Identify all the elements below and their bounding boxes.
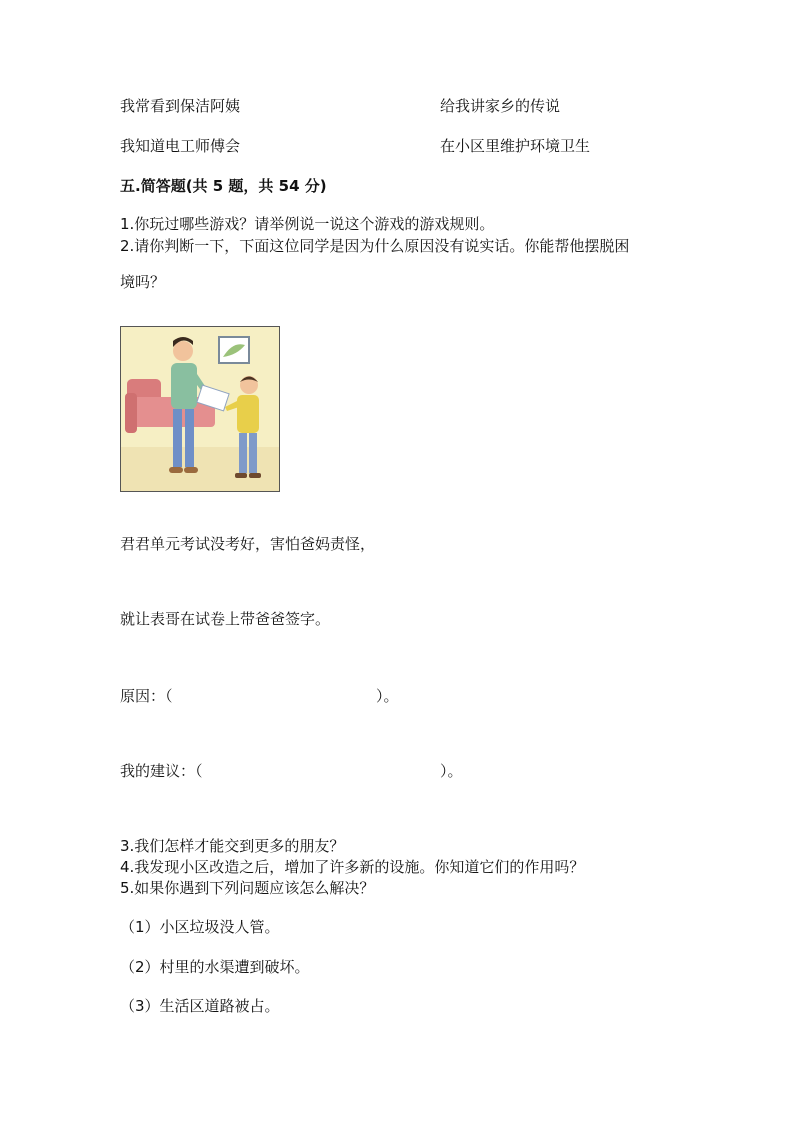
advice-label: 我的建议：（ [120, 762, 203, 780]
section-heading: 五.简答题(共 5 题，共 54 分) [120, 177, 327, 195]
question-3: 3.我们怎样才能交到更多的朋友？ [120, 837, 345, 855]
story-line-2: 就让表哥在试卷上带爸爸签字。 [120, 610, 331, 628]
matching-left-2: 我知道电工师傅会 [120, 137, 241, 155]
matching-right-1: 给我讲家乡的传说 [440, 97, 561, 115]
question-1: 1.你玩过哪些游戏？请举例说一说这个游戏的游戏规则。 [120, 215, 495, 233]
matching-right-2: 在小区里维护环境卫生 [440, 137, 591, 155]
sub-question-1: （1）小区垃圾没人管。 [120, 918, 280, 936]
question-4: 4.我发现小区改造之后，增加了许多新的设施。你知道它们的作用吗？ [120, 858, 585, 876]
sub-question-2: （2）村里的水渠遭到破坏。 [120, 958, 310, 976]
illustration-father-and-boy [120, 326, 280, 492]
matching-left-1: 我常看到保洁阿姨 [120, 97, 241, 115]
reason-label: 原因：（ [120, 687, 173, 705]
reason-close: ）。 [376, 687, 399, 705]
sub-question-3: （3）生活区道路被占。 [120, 997, 280, 1015]
question-2-line-2: 境吗？ [120, 273, 166, 291]
question-2-line-1: 2.请你判断一下，下面这位同学是因为什么原因没有说实话。你能帮他摆脱困 [120, 237, 630, 255]
advice-close: ）。 [440, 762, 463, 780]
story-line-1: 君君单元考试没考好，害怕爸妈责怪， [120, 535, 376, 553]
question-5: 5.如果你遇到下列问题应该怎么解决？ [120, 879, 375, 897]
